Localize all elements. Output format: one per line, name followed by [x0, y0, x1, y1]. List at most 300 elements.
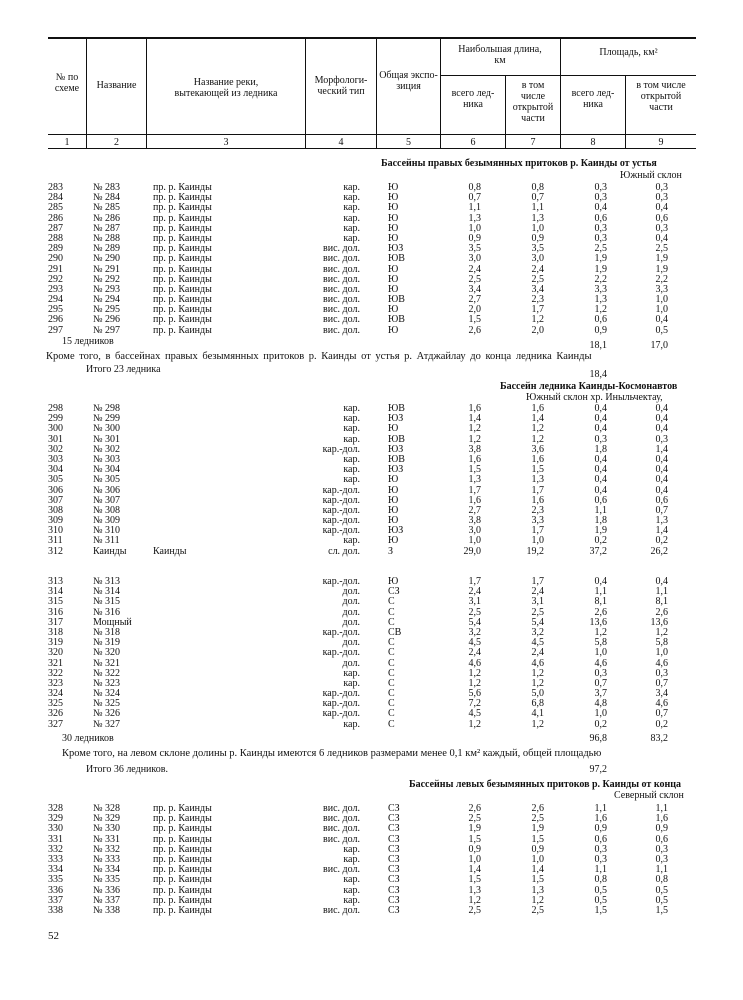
exposition: Ю [388, 273, 399, 285]
glacier-name: № 307 [93, 494, 121, 506]
length-open: 1,7 [531, 484, 544, 496]
river-name: пр. р. Каинды [153, 222, 212, 234]
exposition: Ю [388, 192, 399, 204]
header-col8: всего лед- ника [571, 88, 615, 110]
morph-type: дол. [342, 657, 360, 669]
morph-type: кар.-дол. [322, 626, 360, 638]
exposition: Ю [388, 304, 399, 316]
length-total: 0,7 [468, 192, 481, 204]
length-open: 1,0 [531, 222, 544, 234]
glacier-name: № 327 [93, 718, 121, 730]
area-open: 0,3 [655, 667, 668, 679]
length-total: 1,5 [468, 833, 481, 845]
section2-title: Бассейн ледника Каинды-Космонавтов [500, 381, 678, 392]
length-total: 2,5 [468, 813, 481, 825]
row-number: 316 [48, 606, 63, 618]
river-name: пр. р. Каинды [153, 212, 212, 224]
row-number: 322 [48, 667, 63, 679]
exposition: СЗ [388, 904, 400, 916]
length-total: 3,8 [468, 443, 481, 455]
glacier-name: № 308 [93, 504, 121, 516]
row-number: 285 [48, 202, 63, 214]
length-open: 3,5 [531, 243, 544, 255]
col-num: 9 [658, 137, 664, 148]
length-total: 2,5 [468, 606, 481, 618]
exposition: Ю [388, 324, 399, 336]
length-open: 1,0 [531, 853, 544, 865]
length-open: 2,4 [531, 647, 544, 659]
morph-type: дол. [342, 606, 360, 618]
morph-type: вис. дол. [323, 314, 360, 326]
row-number: 302 [48, 443, 63, 455]
row-number: 321 [48, 657, 63, 669]
area-open: 0,4 [655, 413, 668, 425]
area-total: 0,4 [594, 484, 607, 496]
exposition: Ю [388, 423, 399, 435]
area-open: 1,3 [655, 515, 668, 527]
glacier-name: № 319 [93, 637, 121, 649]
glacier-name: № 320 [93, 647, 121, 659]
river-name: пр. р. Каинды [153, 833, 212, 845]
glacier-name: № 284 [93, 192, 121, 204]
morph-type: кар. [343, 884, 360, 896]
area-total: 0,6 [594, 212, 607, 224]
area-total: 0,8 [594, 874, 607, 886]
length-total: 5,6 [468, 688, 481, 700]
row-number: 304 [48, 464, 63, 476]
river-name: пр. р. Каинды [153, 273, 212, 285]
area-total: 4,6 [594, 657, 607, 669]
header-col2: Название [96, 80, 137, 91]
col-sep [86, 37, 87, 148]
area-open: 1,9 [655, 253, 668, 265]
river-name: пр. р. Каинды [153, 263, 212, 275]
header-col5: Общая экспо- зиция [379, 70, 438, 92]
morph-type: кар. [343, 718, 360, 730]
area-total: 1,2 [594, 304, 607, 316]
morph-type: вис. дол. [323, 304, 360, 316]
area-open: 0,3 [655, 433, 668, 445]
area-open: 0,3 [655, 843, 668, 855]
morph-type: кар. [343, 423, 360, 435]
length-total: 4,6 [468, 657, 481, 669]
morph-type: вис. дол. [323, 823, 360, 835]
length-total: 2,6 [468, 324, 481, 336]
length-open: 2,5 [531, 904, 544, 916]
section1-total9: 17,0 [650, 340, 668, 351]
length-open: 3,1 [531, 596, 544, 608]
row-number: 309 [48, 515, 63, 527]
area-open: 2,5 [655, 243, 668, 255]
area-total: 0,9 [594, 324, 607, 336]
length-open: 3,0 [531, 253, 544, 265]
length-open: 1,4 [531, 864, 544, 876]
length-open: 1,2 [531, 718, 544, 730]
morph-type: кар.-дол. [322, 484, 360, 496]
area-total: 1,3 [594, 294, 607, 306]
length-open: 1,2 [531, 423, 544, 435]
morph-type: кар.-дол. [322, 525, 360, 537]
area-total: 1,6 [594, 813, 607, 825]
river-name: пр. р. Каинды [153, 243, 212, 255]
morph-type: кар. [343, 232, 360, 244]
table-row [0, 326, 743, 336]
exposition: ЮЗ [388, 443, 404, 455]
section2-subtitle: Южный склон хр. Иныльчектау, [526, 392, 663, 403]
exposition: С [388, 606, 395, 618]
exposition: Ю [388, 202, 399, 214]
glacier-name: № 289 [93, 243, 121, 255]
morph-type: кар. [343, 667, 360, 679]
area-total: 0,4 [594, 474, 607, 486]
area-total: 5,8 [594, 637, 607, 649]
river-name: пр. р. Каинды [153, 182, 212, 193]
exposition: Ю [388, 484, 399, 496]
glacier-name: № 316 [93, 606, 121, 618]
length-total: 29,0 [463, 545, 481, 557]
row-number: 333 [48, 853, 63, 865]
exposition: ЮВ [388, 453, 405, 465]
glacier-name: № 298 [93, 403, 121, 414]
col-num: 8 [590, 137, 596, 148]
morph-type: кар.-дол. [322, 698, 360, 710]
row-number: 310 [48, 525, 63, 537]
area-total: 1,2 [594, 626, 607, 638]
row-number: 332 [48, 843, 63, 855]
area-total: 0,4 [594, 464, 607, 476]
row-number: 288 [48, 232, 63, 244]
row-number: 306 [48, 484, 63, 496]
exposition: СЗ [388, 853, 400, 865]
length-open: 1,6 [531, 494, 544, 506]
area-total: 0,3 [594, 843, 607, 855]
row-number: 311 [48, 535, 63, 547]
row-number: 287 [48, 222, 63, 234]
table-row [0, 547, 743, 557]
glacier-name: № 309 [93, 515, 121, 527]
length-open: 2,4 [531, 586, 544, 598]
length-total: 2,5 [468, 273, 481, 285]
col-sep [440, 37, 441, 148]
row-number: 314 [48, 586, 63, 598]
row-number: 286 [48, 212, 63, 224]
area-open: 1,5 [655, 904, 668, 916]
length-total: 0,8 [468, 182, 481, 193]
row-number: 289 [48, 243, 63, 255]
section1-title: Бассейны правых безымянных притоков р. Каинды от устья [381, 158, 657, 169]
row-number: 319 [48, 637, 63, 649]
exposition: ЮЗ [388, 413, 404, 425]
glacier-name: № 303 [93, 453, 121, 465]
row-number: 320 [48, 647, 63, 659]
morph-type: кар.-дол. [322, 576, 360, 587]
length-total: 2,7 [468, 294, 481, 306]
length-open: 5,4 [531, 616, 544, 628]
area-total: 4,8 [594, 698, 607, 710]
exposition: СЗ [388, 864, 400, 876]
row-number: 290 [48, 253, 63, 265]
area-open: 8,1 [655, 596, 668, 608]
length-total: 1,5 [468, 464, 481, 476]
area-total: 3,7 [594, 688, 607, 700]
area-total: 8,1 [594, 596, 607, 608]
morph-type: кар.-дол. [322, 708, 360, 720]
row-number: 315 [48, 596, 63, 608]
morph-type: вис. дол. [323, 253, 360, 265]
exposition: Ю [388, 474, 399, 486]
length-total: 1,4 [468, 864, 481, 876]
morph-type: кар.-дол. [322, 494, 360, 506]
glacier-name: № 332 [93, 843, 121, 855]
morph-type: кар. [343, 894, 360, 906]
row-number: 313 [48, 576, 63, 587]
morph-type: кар. [343, 192, 360, 204]
river-name: Каинды [153, 545, 187, 557]
area-total: 1,1 [594, 586, 607, 598]
glacier-name: № 287 [93, 222, 121, 234]
length-total: 1,9 [468, 823, 481, 835]
length-total: 3,0 [468, 253, 481, 265]
exposition: С [388, 657, 395, 669]
glacier-name: № 331 [93, 833, 121, 845]
exposition: СЗ [388, 586, 400, 598]
exposition: С [388, 596, 395, 608]
row-number: 294 [48, 294, 63, 306]
area-open: 0,7 [655, 677, 668, 689]
length-open: 3,3 [531, 515, 544, 527]
length-open: 5,0 [531, 688, 544, 700]
row-number: 329 [48, 813, 63, 825]
exposition: С [388, 616, 395, 628]
exposition: Ю [388, 494, 399, 506]
length-open: 1,2 [531, 667, 544, 679]
row-number: 296 [48, 314, 63, 326]
length-total: 1,2 [468, 718, 481, 730]
length-open: 1,6 [531, 453, 544, 465]
area-open: 0,3 [655, 222, 668, 234]
exposition: С [388, 708, 395, 720]
morph-type: кар. [343, 413, 360, 425]
morph-type: кар. [343, 464, 360, 476]
area-total: 13,6 [589, 616, 607, 628]
row-number: 303 [48, 453, 63, 465]
glacier-name: № 329 [93, 813, 121, 825]
glacier-name: № 326 [93, 708, 121, 720]
glacier-name: № 295 [93, 304, 121, 316]
river-name: пр. р. Каинды [153, 283, 212, 295]
header-col3: Название реки, вытекающей из ледника [174, 77, 278, 99]
col-num: 3 [223, 137, 229, 148]
length-total: 1,2 [468, 433, 481, 445]
morph-type: вис. дол. [323, 864, 360, 876]
length-open: 2,5 [531, 813, 544, 825]
area-total: 1,1 [594, 504, 607, 516]
area-total: 1,8 [594, 515, 607, 527]
exposition: ЮЗ [388, 243, 404, 255]
row-number: 326 [48, 708, 63, 720]
length-total: 1,2 [468, 677, 481, 689]
morph-type: вис. дол. [323, 813, 360, 825]
section3-subtitle: Северный склон [614, 790, 684, 801]
area-total: 0,3 [594, 232, 607, 244]
length-open: 1,5 [531, 464, 544, 476]
row-number: 297 [48, 324, 63, 336]
area-open: 1,1 [655, 586, 668, 598]
length-total: 1,3 [468, 474, 481, 486]
morph-type: кар. [343, 677, 360, 689]
morph-type: кар.-дол. [322, 515, 360, 527]
length-open: 1,5 [531, 833, 544, 845]
area-total: 0,4 [594, 453, 607, 465]
morph-type: вис. дол. [323, 243, 360, 255]
exposition: ЮВ [388, 294, 405, 306]
glacier-name: № 315 [93, 596, 121, 608]
length-open: 1,2 [531, 894, 544, 906]
page-number: 52 [48, 930, 59, 942]
length-total: 1,5 [468, 314, 481, 326]
area-total: 0,4 [594, 202, 607, 214]
length-total: 2,4 [468, 263, 481, 275]
morph-type: кар. [343, 874, 360, 886]
glacier-name: № 330 [93, 823, 121, 835]
area-total: 0,3 [594, 433, 607, 445]
header-col9: в том числе открытой части [636, 80, 686, 113]
length-open: 4,1 [531, 708, 544, 720]
row-number: 334 [48, 864, 63, 876]
length-open: 1,2 [531, 314, 544, 326]
morph-type: кар. [343, 212, 360, 224]
river-name: пр. р. Каинды [153, 894, 212, 906]
length-total: 1,3 [468, 212, 481, 224]
area-open: 0,4 [655, 464, 668, 476]
area-open: 3,4 [655, 688, 668, 700]
area-total: 0,5 [594, 884, 607, 896]
area-open: 0,6 [655, 212, 668, 224]
river-name: пр. р. Каинды [153, 813, 212, 825]
area-total: 0,3 [594, 222, 607, 234]
glacier-name: № 338 [93, 904, 121, 916]
area-open: 0,4 [655, 403, 668, 414]
section1-rows [0, 183, 743, 336]
area-open: 0,7 [655, 708, 668, 720]
river-name: пр. р. Каинды [153, 843, 212, 855]
length-open: 1,4 [531, 413, 544, 425]
river-name: пр. р. Каинды [153, 324, 212, 336]
area-open: 0,8 [655, 874, 668, 886]
area-total: 1,1 [594, 803, 607, 814]
col-num: 6 [470, 137, 476, 148]
exposition: СЗ [388, 843, 400, 855]
glacier-name: № 286 [93, 212, 121, 224]
length-open: 2,6 [531, 803, 544, 814]
length-total: 3,5 [468, 243, 481, 255]
col-num: 5 [406, 137, 411, 148]
section2-itogo: Итого 36 ледников. [86, 764, 168, 775]
area-open: 0,9 [655, 823, 668, 835]
glacier-name: Мощный [93, 616, 132, 628]
length-total: 7,2 [468, 698, 481, 710]
section2-rows [0, 404, 743, 557]
river-name: пр. р. Каинды [153, 253, 212, 265]
length-total: 2,6 [468, 803, 481, 814]
glacier-name: № 328 [93, 803, 121, 814]
area-total: 1,9 [594, 253, 607, 265]
morph-type: кар. [343, 535, 360, 547]
area-open: 2,6 [655, 606, 668, 618]
length-open: 1,3 [531, 212, 544, 224]
length-total: 1,5 [468, 874, 481, 886]
exposition: Ю [388, 576, 399, 587]
length-total: 1,4 [468, 413, 481, 425]
area-open: 0,5 [655, 324, 668, 336]
length-total: 5,4 [468, 616, 481, 628]
area-open: 1,4 [655, 525, 668, 537]
morph-type: кар.-дол. [322, 504, 360, 516]
row-number: 299 [48, 413, 63, 425]
row-number: 284 [48, 192, 63, 204]
length-total: 1,0 [468, 853, 481, 865]
length-total: 3,1 [468, 596, 481, 608]
glacier-name: № 304 [93, 464, 121, 476]
area-open: 0,6 [655, 833, 668, 845]
glacier-name: № 321 [93, 657, 121, 669]
section1-itogo-value: 18,4 [589, 369, 607, 380]
glacier-name: № 299 [93, 413, 121, 425]
length-open: 0,8 [531, 182, 544, 193]
header-group-area: Площадь, км² [599, 47, 658, 58]
row-number: 338 [48, 904, 63, 916]
glacier-name: № 292 [93, 273, 121, 285]
length-total: 1,0 [468, 222, 481, 234]
area-total: 2,2 [594, 273, 607, 285]
length-open: 1,6 [531, 403, 544, 414]
row-number: 335 [48, 874, 63, 886]
glacier-name: № 310 [93, 525, 121, 537]
glacier-name: № 336 [93, 884, 121, 896]
exposition: Ю [388, 232, 399, 244]
header-group-length: Наибольшая длина, км [458, 44, 542, 66]
area-total: 0,3 [594, 192, 607, 204]
area-total: 0,2 [594, 718, 607, 730]
glacier-name: № 318 [93, 626, 121, 638]
row-number: 317 [48, 616, 63, 628]
area-open: 1,0 [655, 304, 668, 316]
glacier-name: № 296 [93, 314, 121, 326]
length-open: 1,2 [531, 433, 544, 445]
morph-type: вис. дол. [323, 833, 360, 845]
table-row [0, 648, 743, 658]
morph-type: кар.-дол. [322, 688, 360, 700]
header-col6: всего лед- ника [451, 88, 495, 110]
area-total: 1,9 [594, 263, 607, 275]
area-total: 1,0 [594, 647, 607, 659]
area-total: 0,3 [594, 667, 607, 679]
area-total: 1,8 [594, 443, 607, 455]
length-open: 1,1 [531, 202, 544, 214]
row-number: 292 [48, 273, 63, 285]
table-row [0, 254, 743, 264]
area-total: 0,5 [594, 894, 607, 906]
length-open: 0,7 [531, 192, 544, 204]
length-open: 2,3 [531, 294, 544, 306]
area-total: 3,3 [594, 283, 607, 295]
row-number: 283 [48, 182, 63, 193]
header-nums-rule [48, 148, 696, 149]
area-open: 0,5 [655, 884, 668, 896]
area-open: 1,9 [655, 263, 668, 275]
row-number: 312 [48, 545, 63, 557]
length-open: 1,3 [531, 474, 544, 486]
